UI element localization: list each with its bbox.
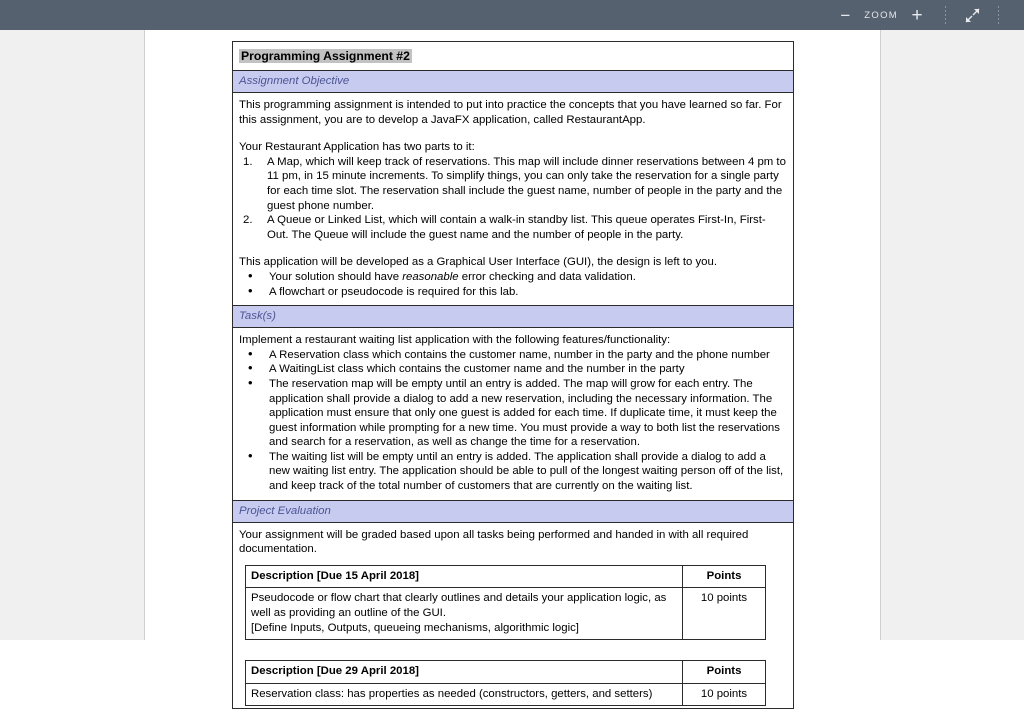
gui-bullet-list [239,270,787,299]
table-cell-description: Reservation class: has properties as needed (constructors, getters, and setters) [246,683,683,706]
table-row [246,588,766,640]
gui-bullet-1-pre: Your solution should have [269,270,403,283]
list-item [239,270,787,285]
assignment-objective-body [233,93,793,306]
table-row [246,683,766,706]
column-header-points: Points [683,565,766,588]
viewer-workspace [0,30,1024,700]
column-header-points: Points [683,661,766,684]
table-cell-points: 10 points [683,683,766,706]
column-header-description: Description [Due 15 April 2018] [246,565,683,588]
grading-table-2 [245,660,766,706]
evaluation-lead: Your assignment will be graded based upon all tasks being performed and handed in with all required documentation. [239,528,749,556]
assignment-document [232,41,794,709]
list-item-number: 1. [243,155,253,168]
tasks-body [233,328,793,501]
objective-intro: This programming assignment is intended to put into practice the concepts that you have learned so far. For this assignment, you are to develop a JavaFX application, called RestaurantApp. [239,99,782,126]
description-line-1: Pseudocode or flow chart that clearly outlines and details your application logic, as well as providing an outline of the GUI. [251,592,667,620]
toolbar-separator-left [945,6,946,24]
list-item: • A WaitingList class which contains the customer name and the number in the party [239,362,787,377]
table-cell-description [246,588,683,640]
right-panel [880,30,1024,640]
section-band-tasks: Task(s) [233,306,793,328]
list-item-number: 2. [243,214,253,227]
toolbar-end-padding [1010,0,1024,30]
section-band-assignment-objective: Assignment Objective [233,71,793,93]
list-item: • A flowchart or pseudocode is required for this lab. [239,285,787,300]
gui-bullet-1-post: error checking and data validation. [458,270,636,283]
document-page [146,30,880,700]
gui-lead: This application will be developed as a Graphical User Interface (GUI), the design is left to you. [239,256,718,269]
table-cell-points: 10 points [683,588,766,640]
table-header-row [246,661,766,684]
tasks-lead: Implement a restaurant waiting list application with the following features/functionality: [239,334,671,347]
document-title-row [233,42,793,71]
zoom-out-icon[interactable]: − [840,5,851,25]
viewer-toolbar [0,0,1024,30]
collapse-arrows-icon[interactable] [957,0,987,30]
parts-lead: Your Restaurant Application has two parts to it: [239,141,475,154]
zoom-label: ZOOM [864,9,898,21]
zoom-controls [828,0,934,30]
tasks-bullet-list [239,348,787,494]
project-evaluation-body [233,523,793,709]
list-item [239,213,787,242]
list-item: • A Reservation class which contains the customer name, number in the party and the phone number [239,348,787,363]
section-band-project-evaluation: Project Evaluation [233,501,793,523]
gui-bullet-1-emphasis: reasonable [402,270,459,283]
table-header-row [246,565,766,588]
objective-numbered-list [239,155,787,243]
description-line-2: [Define Inputs, Outputs, queueing mechanisms, algorithmic logic] [251,621,579,634]
zoom-in-icon[interactable]: + [911,4,923,26]
column-header-description: Description [Due 29 April 2018] [246,661,683,684]
page-title: Programming Assignment #2 [241,49,410,63]
table-spacer [239,640,787,652]
list-item-text: A Queue or Linked List, which will contain a walk-in standby list. This queue operates First-In, First-Out. The Queue will include the guest name and the number of people in the party. [267,214,766,241]
list-item: • The waiting list will be empty until an entry is added. The application shall provide a dialog to add a new waiting list entry. The application should be able to pull of the longest waiting person off of the list, and keep track of the total number of customers that are currently on the waiting list. [239,450,787,494]
left-panel [0,30,145,640]
list-item [239,155,787,213]
grading-table-1 [245,565,766,640]
toolbar-separator-right [998,6,999,24]
list-item: • The reservation map will be empty until an entry is added. The map will grow for each entry. The application shall provide a dialog to add a new reservation, including the necessary information. The application must ensure that only one guest is added for each time. If duplicate time, it must keep the guest information while prompting for a new time. You must provide a way to both list the reservations and search for a reservation, as well as change the time for a reservation. [239,377,787,450]
list-item-text: A Map, which will keep track of reservations. This map will include dinner reservations between 4 pm to 11 pm, in 15 minute increments. To simplify things, you can only take the reservation for a single party for each time slot. The reservation shall include the guest name, number of people in the party and the guest phone number. [267,155,786,212]
